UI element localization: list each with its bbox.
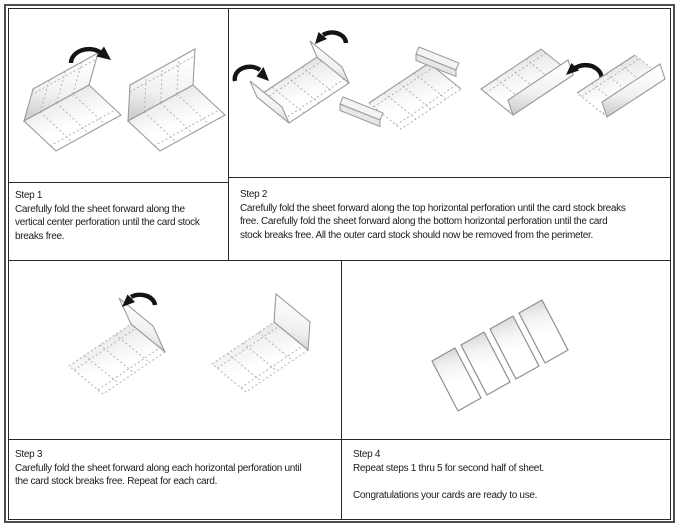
step-label: Step 4: [353, 449, 381, 460]
sheet-with-raised-strip: [481, 49, 573, 115]
sheet-with-edge-flaps: [250, 41, 349, 123]
step-text-blank-line: [353, 475, 668, 489]
step-label: Step 1: [15, 190, 43, 201]
step-text-line: Congratulations your cards are ready to use.: [353, 489, 538, 501]
step-text-line: Carefully fold the sheet forward along the top horizontal perforation until the card stock breaks: [240, 202, 626, 214]
fold-arrow-icon: [235, 67, 269, 81]
step-text-line: Carefully fold the sheet forward along each horizontal perforation until: [15, 462, 302, 474]
panel-step-1: [9, 9, 229, 261]
step-3-caption: [9, 440, 341, 519]
step-1-caption: [9, 183, 228, 260]
step-2-caption: [229, 178, 670, 260]
half-folded-sheet-b: [128, 49, 225, 151]
panel-step-2: [229, 9, 670, 261]
sheet-card-folding: [69, 298, 165, 394]
panel-step-4: [342, 261, 670, 519]
fold-arrow-icon: [315, 32, 346, 44]
sheet-with-detached-strips: [340, 47, 461, 129]
separated-cards: [432, 300, 568, 411]
step-label: Step 3: [15, 449, 43, 460]
step-text-line: the card stock breaks free. Repeat for each card.: [15, 476, 218, 487]
step-text-line: breaks free.: [15, 230, 65, 242]
step-text-line: stock breaks free. All the outer card stock should now be removed from the perimeter.: [240, 229, 594, 241]
panel-grid: [8, 8, 671, 520]
step-4-figure: [342, 261, 670, 440]
step-text-line: Carefully fold the sheet forward along the: [15, 203, 185, 215]
step-1-diagram: [9, 9, 228, 182]
step-text-line: Repeat steps 1 thru 5 for second half of sheet.: [353, 462, 545, 474]
step-3-diagram: [9, 261, 341, 439]
half-folded-sheet-a: [24, 53, 121, 151]
step-text-line: vertical center perforation until the card stock: [15, 217, 200, 228]
sheet-card-upright: [212, 294, 310, 392]
step-text-line: free. Carefully fold the sheet forward along the bottom horizontal perforation until the card: [240, 216, 608, 227]
step-3-figure: [9, 261, 341, 440]
panel-step-3: [9, 261, 342, 519]
step-4-caption: [342, 440, 670, 519]
step-2-diagram: [229, 9, 670, 177]
step-2-figure: [229, 9, 670, 178]
step-1-figure: [9, 9, 228, 183]
step-label: Step 2: [240, 189, 268, 200]
step-4-diagram: [342, 261, 670, 439]
